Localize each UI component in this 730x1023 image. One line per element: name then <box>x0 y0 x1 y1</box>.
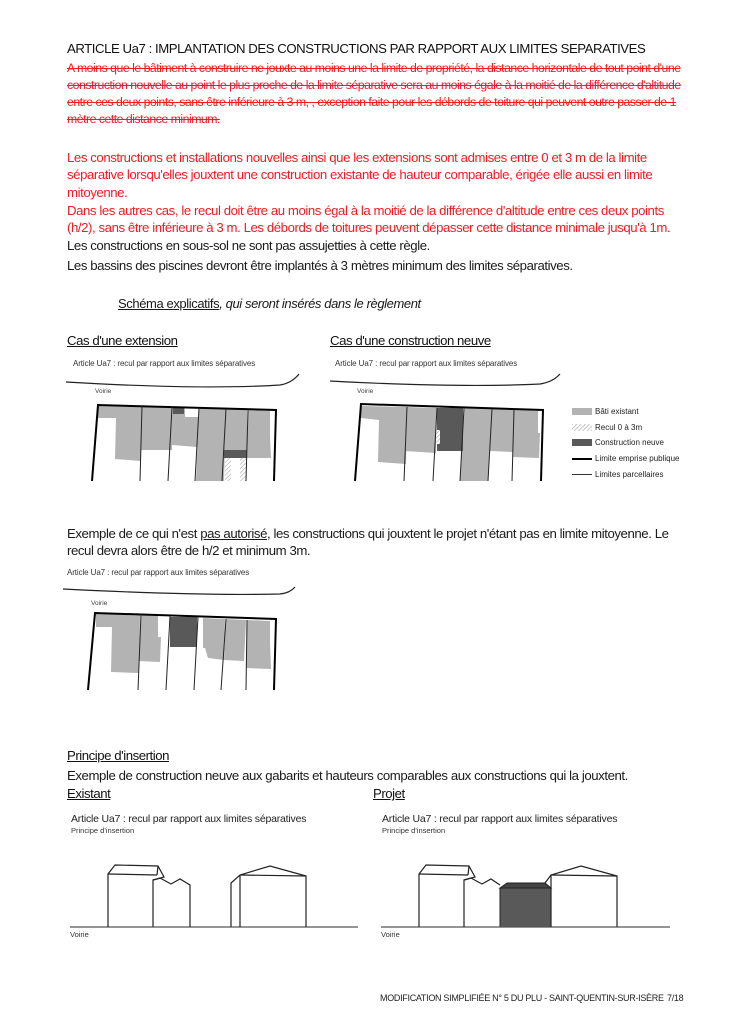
new-construction-diagram-caption: Article Ua7 : recul par rapport aux limites séparatives <box>335 359 518 368</box>
not-allowed-text-before: Exemple de ce qui n'est <box>67 526 201 541</box>
new-construction-heading: Cas d'une construction neuve <box>330 333 491 348</box>
legend-label: Limites parcellaires <box>595 469 664 479</box>
page-number: 7/18 <box>667 993 684 1003</box>
red-paragraph-2: Dans les autres cas, le recul doit être au moins égal à la moitié de la différence d'altitude entre ces deux points (h/2), sans être inférieure à 3 m. Les débords de toitures peuvent dépasser cette distance minimale jusqu'à 1m. <box>67 203 671 236</box>
insertion-description: Exemple de construction neuve aux gabarits et hauteurs comparables aux constructions qui la jouxtent. <box>67 768 628 783</box>
extension-diagram-caption: Article Ua7 : recul par rapport aux limites séparatives <box>73 359 256 368</box>
existing-voirie-label: Voirie <box>70 930 89 939</box>
project-diagram-caption: Article Ua7 : recul par rapport aux limites séparatives <box>382 813 618 825</box>
footer-document-title: MODIFICATION SIMPLIFIÉE N° 5 DU PLU - SAINT-QUENTIN-SUR-ISÈRE <box>380 993 664 1003</box>
existing-label: Existant <box>67 786 111 801</box>
project-diagram-subcaption: Principe d'insertion <box>382 826 446 835</box>
schema-intro-italic: , qui seront insérés dans le règlement <box>219 296 421 311</box>
sous-sol-line: Les constructions en sous-sol ne sont pas assujetties à cette règle. <box>67 238 430 253</box>
not-allowed-voirie-label: Voirie <box>91 600 108 607</box>
project-label: Projet <box>373 786 405 801</box>
legend-label: Limite emprise publique <box>595 454 680 464</box>
legend-label: Recul 0 à 3m <box>595 422 643 432</box>
insertion-heading: Principe d'insertion <box>67 748 170 763</box>
extension-heading: Cas d'une extension <box>67 333 178 348</box>
legend-label: Bâti existant <box>595 407 639 417</box>
red-paragraph-1: Les constructions et installations nouvelles ainsi que les extensions sont admises entre 0 et 3 m de la limite séparative lorsqu'elles jouxtent une construction existante de hauteur comparable, érigée elle aussi en limite mitoyenne. <box>67 150 653 200</box>
not-allowed-text-after: , les constructions qui jouxtent le projet n'étant pas en limite mitoyenne. Le recul devra alors être de h/2 et minimum 3m. <box>67 526 669 559</box>
extension-voirie-label: Voirie <box>95 388 112 395</box>
schema-intro-underlined: Schéma explicatifs <box>118 296 220 311</box>
legend-label: Construction neuve <box>595 438 664 448</box>
struck-paragraph: A moins que le bâtiment à construire ne jouxte au moins une la limite de propriété, la distance horizontale de tout point d'une construction nouvelle au point le plus proche de la limite séparative sera au moins égale à la moitié de la différence d'altitude entre ces deux points, sans être inférieure à 3 m, , exception faite pour les débords de toiture qui peuvent outre passer de 1 mètre cette distance minimum. <box>67 61 681 126</box>
new-construction-voirie-label: Voirie <box>357 388 374 395</box>
existing-diagram-subcaption: Principe d'insertion <box>71 826 135 835</box>
project-voirie-label: Voirie <box>381 930 400 939</box>
article-title: ARTICLE Ua7 : IMPLANTATION DES CONSTRUCTIONS PAR RAPPORT AUX LIMITES SEPARATIVES <box>67 41 646 56</box>
not-allowed-underlined: pas autorisé <box>200 526 267 541</box>
piscines-line: Les bassins des piscines devront être implantés à 3 mètres minimum des limites séparatives. <box>67 258 573 273</box>
existing-diagram-caption: Article Ua7 : recul par rapport aux limites séparatives <box>71 813 307 825</box>
not-allowed-diagram-caption: Article Ua7 : recul par rapport aux limites séparatives <box>67 568 250 577</box>
